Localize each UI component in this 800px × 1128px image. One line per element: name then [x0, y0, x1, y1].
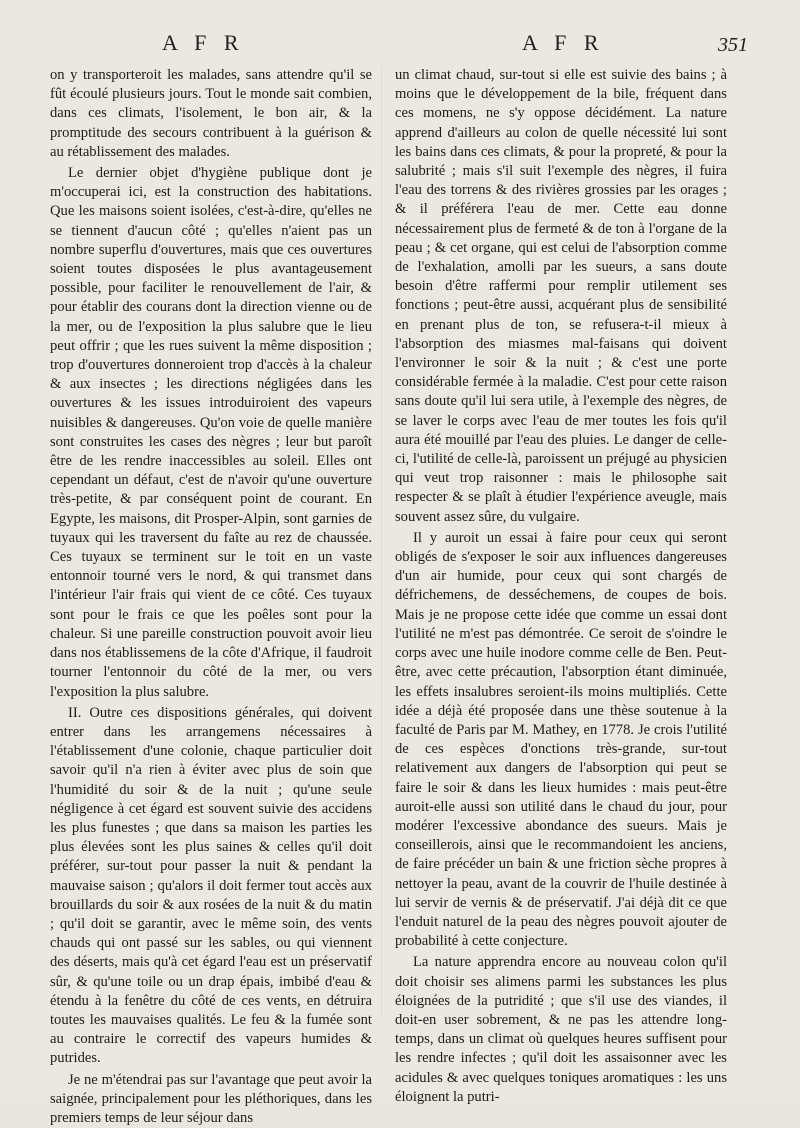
- left-paragraph-2: Le dernier objet d'hygiène publique dont je m'occuperai ici, est la construction des habitations. Que les maisons soient isolées, c'est-à-dire, qu'elles ne se tiennent d'aucun côté ; qu'elles n'aient pas un nombre superflu d'ouvertures, mais que ces ouvertures soient toutes disposées le plus avantageusement possible, pour faciliter le renouvellement de l'air, & pour établir des courans dont la direction vienne ou de la mer, ou de l'exposition la plus salubre que le lieu peut offrir ; que les rues suivent la même disposition ; trop d'ouvertures donneroient trop d'accès à la chaleur & aux insectes ; les directions négligées dans les ouvertures & les issues introduiroient des vapeurs nuisibles & dangereuses. Qu'on voie de quelle manière sont construites les cases des nègres ; leur but paroît être de les rendre inaccessibles au soleil. Elles ont cependant un défaut, c'est de n'avoir qu'une ouverture très-petite, & par conséquent point de courant. En Egypte, les maisons, dit Prosper-Alpin, sont garnies de tuyaux qui les traversent du faîte au rez de chaussée. Ces tuyaux se terminent sur le toit en un vaste entonnoir tourné vers le nord, & qui transmet dans l'intérieur l'air frais qui vient de ce côté. Ces tuyaux sont pour le frais ce que les poêles sont pour la chaleur. Si une pareille construction pouvoit avoir lieu dans nos établissemens de la côte d'Afrique, il faudroit tourner l'entonnoir du côté de la mer, ou vers l'exposition la plus salubre.: [50, 165, 372, 700]
- left-running-head: A F R: [162, 30, 245, 55]
- right-paragraph-2: Il y auroit un essai à faire pour ceux qui seront obligés de s'exposer le soir aux influences dangereuses d'un air humide, pour ceux qui sont chargés de défrichemens, de desséchemens, de coupes de bois. Mais je ne propose cette idée que comme un essai dont l'utilité ne m'est pas démontrée. Ce seroit de s'oindre le corps avec une huile inodore comme celle de Ben. Peut-être, avec cette précaution, l'absorption étant diminuée, les effets insalubres seroient-ils moins multipliés. Cette idée a déjà été proposée dans une thèse soutenue à la faculté de Paris par M. Mathey, en 1778. Je crois l'utilité de ces espèces d'onctions très-grande, sur-tout relativement aux dangers de l'absorption qui peut se faire le soir & dans les lieux humides : mais peut-être auroit-elle aussi son utilité dans le chaud du jour, pour modérer l'excessive abondance des sueurs. Mais je conseillerois, ainsi que le recommandoient les anciens, de faire précéder un bain & une friction sèche propres à nettoyer la peau, avant de la couvrir de l'huile destinée à lui servir de vernis & de préservatif. J'ai déjà dit ce que l'enduit naturel de la peau des nègres pouvoit ajouter de probabilité à cette conjecture.: [395, 529, 727, 950]
- left-paragraph-1: on y transporteroit les malades, sans attendre qu'il se fût écoulé plusieurs jours. Tout le monde sait combien, dans ces climats, l'isolement, le bon air, & la promptitude des secours contribuent à la guérison & au rétablissement des malades.: [50, 67, 372, 160]
- page-number: 351: [718, 34, 748, 56]
- column-gutter: [381, 66, 382, 1016]
- right-paragraph-3: La nature apprendra encore au nouveau colon qu'il doit choisir ses alimens parmi les substances les plus éloignées de la putridité ; que s'il use des viandes, il doit-en user sobrement, & ne pas les attendre long-temps, dans un climat où quelques heures suffisent pour les rendre infectes ; qu'il doit les assaisonner avec les acidules & avec quelques toniques aromatiques : les uns éloignent la putri-: [395, 954, 727, 1105]
- left-paragraph-3: II. Outre ces dispositions générales, qui doivent entrer dans les arrangemens nécessaires à l'établissement d'une colonie, chaque particulier doit savoir qu'il n'a rien à éviter avec plus de soin que l'humidité du soir & de la nuit ; qu'une seule négligence à cet égard est souvent suivie des accidens les plus funestes ; que dans sa maison les parties les plus élevées sont les plus saines & celles qu'il doit préférer, sur-tout pour passer la nuit & pendant la mauvaise saison ; qu'alors il doit fermer tout accès aux brouillards du soir & aux rosées de la nuit & du matin ; qu'il doit se garantir, avec le même soin, des vents chauds qui ont passé sur les sables, ou qui viennent des déserts, mais qu'à cet égard l'eau est un préservatif sûr, & qu'une toile ou un drap épais, imbibé d'eau & étendu à la fenêtre du côté de ces vents, en détruira toutes les mauvaises qualités. Le feu & la fumée sont au contraire le correctif des vapeurs humides & putrides.: [50, 704, 372, 1067]
- left-column: [50, 66, 372, 1128]
- left-paragraph-4: Je ne m'étendrai pas sur l'avantage que peut avoir la saignée, principalement pour les pléthoriques, dans les premiers temps de leur séjour dans: [50, 1071, 372, 1126]
- right-running-head: A F R: [522, 30, 605, 55]
- right-paragraph-1: un climat chaud, sur-tout si elle est suivie des bains ; à moins que le développement de la bile, fréquent dans ces momens, ne s'y oppose décidément. La nature apprend d'ailleurs au colon de quelle nécessité lui sont les bains dans ces climats, & pour la propreté, & pour la salubrité ; mais s'il suit l'exemple des nègres, il fuira l'eau des torrens & des rivières grossies par les orages ; & il préférera l'eau de mer. Cette eau donne nécessairement plus de fermeté & de ton à l'organe de la peau ; & cet organe, qui est celui de l'absorption comme de l'exhalation, amolli par les sueurs, a sans doute besoin d'être raffermi pour remplir utilement ses fonctions ; peut-être aussi, acquérant plus de sensibilité en prenant plus de ton, se refusera-t-il mieux à l'absorption des miasmes mal-faisans qui doivent l'environner le soir & la nuit ; & c'est une porte considérable fermée à la maladie. C'est pour cette raison sans doute qu'il lui sera utile, à l'exemple des nègres, de se laver le corps avec l'eau de mer toutes les fois qu'il aura été mouillé par l'eau des pluies. Le danger de celle-ci, l'utilité de celle-là, paroissent un préjugé au physicien qui veut trop raisonner : mais le philosophe sait respecter & se plaît à étudier l'expérience aveugle, mais souvent assez sûre, du vulgaire.: [395, 67, 727, 525]
- page-header: [0, 30, 800, 64]
- right-column: [395, 66, 727, 1107]
